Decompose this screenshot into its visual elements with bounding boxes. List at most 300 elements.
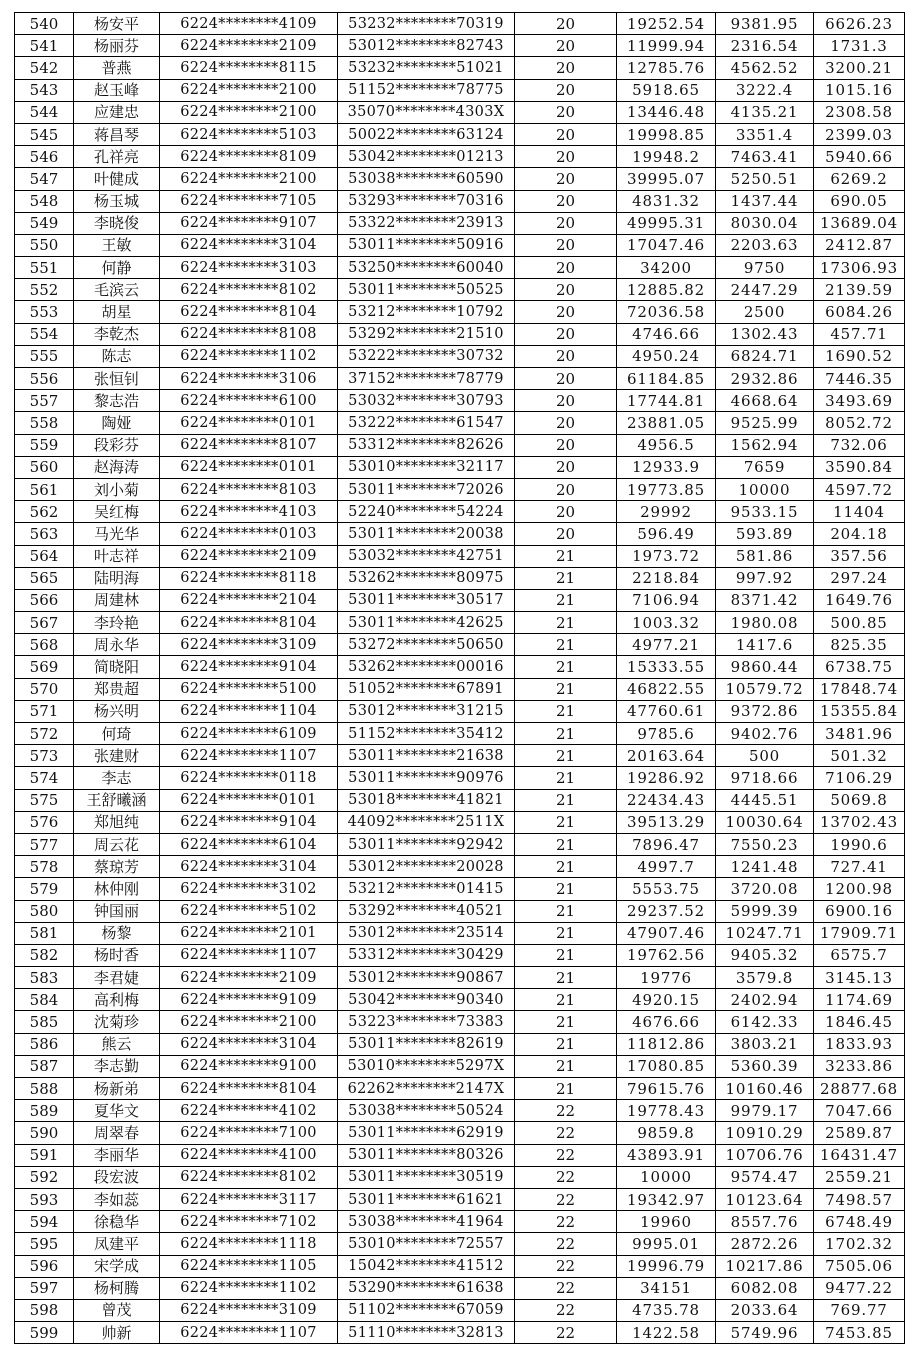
amount-cell-b: 2033.64 [716, 1299, 814, 1321]
bank-card-cell: 6224********2109 [160, 967, 338, 989]
row-number-cell: 546 [15, 146, 74, 168]
table-row [15, 1166, 905, 1188]
amount-cell-c: 4597.72 [814, 478, 905, 500]
group-cell: 21 [515, 567, 617, 589]
id-number-cell: 53222********61547 [338, 412, 515, 434]
id-number-cell: 44092********2511X [338, 811, 515, 833]
amount-cell-a: 12933.9 [617, 456, 716, 478]
amount-cell-c: 825.35 [814, 634, 905, 656]
amount-cell-a: 47760.61 [617, 700, 716, 722]
row-number-cell: 586 [15, 1033, 74, 1055]
amount-cell-b: 3579.8 [716, 967, 814, 989]
id-number-cell: 51052********67891 [338, 678, 515, 700]
table-row [15, 212, 905, 234]
name-cell: 李志勤 [74, 1055, 160, 1077]
group-cell: 20 [515, 390, 617, 412]
bank-card-cell: 6224********4102 [160, 1100, 338, 1122]
id-number-cell: 37152********78779 [338, 368, 515, 390]
amount-cell-c: 1990.6 [814, 833, 905, 855]
name-cell: 马光华 [74, 523, 160, 545]
row-number-cell: 593 [15, 1188, 74, 1210]
bank-card-cell: 6224********8104 [160, 612, 338, 634]
name-cell: 周永华 [74, 634, 160, 656]
amount-cell-b: 1417.6 [716, 634, 814, 656]
bank-card-cell: 6224********3103 [160, 257, 338, 279]
name-cell: 杨兴明 [74, 700, 160, 722]
name-cell: 普燕 [74, 57, 160, 79]
group-cell: 21 [515, 767, 617, 789]
amount-cell-b: 997.92 [716, 567, 814, 589]
row-number-cell: 587 [15, 1055, 74, 1077]
bank-card-cell: 6224********2101 [160, 922, 338, 944]
name-cell: 夏华文 [74, 1100, 160, 1122]
amount-cell-a: 5918.65 [617, 79, 716, 101]
bank-card-cell: 6224********2104 [160, 589, 338, 611]
name-cell: 毛滨云 [74, 279, 160, 301]
amount-cell-a: 72036.58 [617, 301, 716, 323]
group-cell: 21 [515, 811, 617, 833]
group-cell: 21 [515, 1011, 617, 1033]
amount-cell-c: 3233.86 [814, 1055, 905, 1077]
row-number-cell: 577 [15, 833, 74, 855]
id-number-cell: 51110********32813 [338, 1322, 515, 1344]
name-cell: 杨新弟 [74, 1078, 160, 1100]
bank-card-cell: 6224********6100 [160, 390, 338, 412]
amount-cell-c: 204.18 [814, 523, 905, 545]
name-cell: 郑贵超 [74, 678, 160, 700]
id-number-cell: 53011********72026 [338, 478, 515, 500]
row-number-cell: 556 [15, 368, 74, 390]
bank-card-cell: 6224********8108 [160, 323, 338, 345]
group-cell: 21 [515, 1078, 617, 1100]
table-row [15, 678, 905, 700]
id-number-cell: 53262********80975 [338, 567, 515, 589]
amount-cell-c: 1649.76 [814, 589, 905, 611]
table-row [15, 589, 905, 611]
name-cell: 吴红梅 [74, 501, 160, 523]
name-cell: 叶健成 [74, 168, 160, 190]
bank-card-cell: 6224********9104 [160, 656, 338, 678]
amount-cell-c: 1702.32 [814, 1233, 905, 1255]
name-cell: 赵海涛 [74, 456, 160, 478]
amount-cell-a: 4977.21 [617, 634, 716, 656]
table-row [15, 190, 905, 212]
amount-cell-c: 5069.8 [814, 789, 905, 811]
row-number-cell: 564 [15, 545, 74, 567]
name-cell: 帅新 [74, 1322, 160, 1344]
name-cell: 周建林 [74, 589, 160, 611]
amount-cell-c: 3481.96 [814, 723, 905, 745]
name-cell: 杨玉城 [74, 190, 160, 212]
amount-cell-c: 6748.49 [814, 1211, 905, 1233]
name-cell: 胡星 [74, 301, 160, 323]
bank-card-cell: 6224********7102 [160, 1211, 338, 1233]
row-number-cell: 570 [15, 678, 74, 700]
amount-cell-c: 1833.93 [814, 1033, 905, 1055]
amount-cell-a: 12885.82 [617, 279, 716, 301]
group-cell: 21 [515, 545, 617, 567]
id-number-cell: 53011********92942 [338, 833, 515, 855]
name-cell: 杨安平 [74, 13, 160, 35]
table-row [15, 1144, 905, 1166]
amount-cell-b: 593.89 [716, 523, 814, 545]
amount-cell-a: 12785.76 [617, 57, 716, 79]
amount-cell-c: 2412.87 [814, 234, 905, 256]
table-row [15, 789, 905, 811]
name-cell: 杨黎 [74, 922, 160, 944]
group-cell: 20 [515, 456, 617, 478]
bank-card-cell: 6224********8109 [160, 146, 338, 168]
amount-cell-c: 6084.26 [814, 301, 905, 323]
name-cell: 张建财 [74, 745, 160, 767]
table-row [15, 700, 905, 722]
row-number-cell: 565 [15, 567, 74, 589]
name-cell: 李乾杰 [74, 323, 160, 345]
id-number-cell: 53038********60590 [338, 168, 515, 190]
amount-cell-b: 1437.44 [716, 190, 814, 212]
bank-card-cell: 6224********0118 [160, 767, 338, 789]
amount-cell-a: 19776 [617, 967, 716, 989]
amount-cell-c: 9477.22 [814, 1277, 905, 1299]
amount-cell-b: 8557.76 [716, 1211, 814, 1233]
name-cell: 黎志浩 [74, 390, 160, 412]
bank-card-cell: 6224********2100 [160, 101, 338, 123]
row-number-cell: 573 [15, 745, 74, 767]
row-number-cell: 566 [15, 589, 74, 611]
name-cell: 周翠春 [74, 1122, 160, 1144]
bank-card-cell: 6224********3106 [160, 368, 338, 390]
row-number-cell: 581 [15, 922, 74, 944]
table-row [15, 345, 905, 367]
row-number-cell: 579 [15, 878, 74, 900]
table-row [15, 1322, 905, 1344]
group-cell: 22 [515, 1100, 617, 1122]
amount-cell-c: 8052.72 [814, 412, 905, 434]
group-cell: 21 [515, 656, 617, 678]
bank-card-cell: 6224********2100 [160, 1011, 338, 1033]
table-row [15, 1255, 905, 1277]
amount-cell-c: 727.41 [814, 856, 905, 878]
name-cell: 何静 [74, 257, 160, 279]
row-number-cell: 598 [15, 1299, 74, 1321]
amount-cell-a: 79615.76 [617, 1078, 716, 1100]
amount-cell-b: 9405.32 [716, 944, 814, 966]
amount-cell-b: 3222.4 [716, 79, 814, 101]
table-row [15, 523, 905, 545]
amount-cell-b: 9372.86 [716, 700, 814, 722]
amount-cell-a: 19286.92 [617, 767, 716, 789]
id-number-cell: 53010********72557 [338, 1233, 515, 1255]
amount-cell-c: 297.24 [814, 567, 905, 589]
bank-card-cell: 6224********2100 [160, 79, 338, 101]
row-number-cell: 540 [15, 13, 74, 35]
row-number-cell: 591 [15, 1144, 74, 1166]
amount-cell-c: 7047.66 [814, 1100, 905, 1122]
group-cell: 20 [515, 368, 617, 390]
amount-cell-c: 7446.35 [814, 368, 905, 390]
bank-card-cell: 6224********8107 [160, 434, 338, 456]
name-cell: 沈菊珍 [74, 1011, 160, 1033]
row-number-cell: 572 [15, 723, 74, 745]
row-number-cell: 567 [15, 612, 74, 634]
amount-cell-b: 7463.41 [716, 146, 814, 168]
row-number-cell: 554 [15, 323, 74, 345]
bank-card-cell: 6224********4109 [160, 13, 338, 35]
amount-cell-c: 6269.2 [814, 168, 905, 190]
group-cell: 22 [515, 1188, 617, 1210]
amount-cell-c: 769.77 [814, 1299, 905, 1321]
amount-cell-a: 1422.58 [617, 1322, 716, 1344]
amount-cell-b: 10030.64 [716, 811, 814, 833]
row-number-cell: 574 [15, 767, 74, 789]
bank-card-cell: 6224********0101 [160, 456, 338, 478]
amount-cell-b: 5749.96 [716, 1322, 814, 1344]
amount-cell-b: 2203.63 [716, 234, 814, 256]
id-number-cell: 53011********30519 [338, 1166, 515, 1188]
id-number-cell: 53012********90867 [338, 967, 515, 989]
row-number-cell: 542 [15, 57, 74, 79]
amount-cell-a: 19948.2 [617, 146, 716, 168]
table-row [15, 656, 905, 678]
table-row [15, 989, 905, 1011]
row-number-cell: 595 [15, 1233, 74, 1255]
table-row [15, 1078, 905, 1100]
amount-cell-a: 13446.48 [617, 101, 716, 123]
id-number-cell: 53312********82626 [338, 434, 515, 456]
roster-body [15, 13, 905, 1344]
group-cell: 22 [515, 1322, 617, 1344]
name-cell: 杨时香 [74, 944, 160, 966]
id-number-cell: 53011********30517 [338, 589, 515, 611]
name-cell: 简晓阳 [74, 656, 160, 678]
amount-cell-b: 10000 [716, 478, 814, 500]
amount-cell-b: 2316.54 [716, 35, 814, 57]
amount-cell-a: 4950.24 [617, 345, 716, 367]
name-cell: 孔祥亮 [74, 146, 160, 168]
table-row [15, 811, 905, 833]
amount-cell-a: 39513.29 [617, 811, 716, 833]
table-row [15, 35, 905, 57]
amount-cell-b: 4562.52 [716, 57, 814, 79]
amount-cell-b: 10579.72 [716, 678, 814, 700]
bank-card-cell: 6224********1102 [160, 345, 338, 367]
name-cell: 凤建平 [74, 1233, 160, 1255]
amount-cell-a: 19252.54 [617, 13, 716, 35]
group-cell: 21 [515, 856, 617, 878]
bank-card-cell: 6224********3102 [160, 878, 338, 900]
amount-cell-b: 2402.94 [716, 989, 814, 1011]
amount-cell-c: 732.06 [814, 434, 905, 456]
id-number-cell: 53042********90340 [338, 989, 515, 1011]
name-cell: 蒋昌琴 [74, 123, 160, 145]
id-number-cell: 53032********30793 [338, 390, 515, 412]
amount-cell-a: 4997.7 [617, 856, 716, 878]
group-cell: 21 [515, 700, 617, 722]
amount-cell-c: 3493.69 [814, 390, 905, 412]
amount-cell-a: 23881.05 [617, 412, 716, 434]
bank-card-cell: 6224********0103 [160, 523, 338, 545]
row-number-cell: 590 [15, 1122, 74, 1144]
group-cell: 22 [515, 1277, 617, 1299]
row-number-cell: 592 [15, 1166, 74, 1188]
bank-card-cell: 6224********9107 [160, 212, 338, 234]
amount-cell-c: 457.71 [814, 323, 905, 345]
name-cell: 郑旭纯 [74, 811, 160, 833]
bank-card-cell: 6224********2109 [160, 545, 338, 567]
amount-cell-c: 1846.45 [814, 1011, 905, 1033]
group-cell: 21 [515, 634, 617, 656]
row-number-cell: 558 [15, 412, 74, 434]
amount-cell-c: 13702.43 [814, 811, 905, 833]
group-cell: 21 [515, 723, 617, 745]
bank-card-cell: 6224********3117 [160, 1188, 338, 1210]
name-cell: 李志 [74, 767, 160, 789]
amount-cell-b: 2872.26 [716, 1233, 814, 1255]
amount-cell-c: 1174.69 [814, 989, 905, 1011]
bank-card-cell: 6224********0101 [160, 412, 338, 434]
amount-cell-b: 4668.64 [716, 390, 814, 412]
amount-cell-c: 2139.59 [814, 279, 905, 301]
amount-cell-a: 19998.85 [617, 123, 716, 145]
table-row [15, 745, 905, 767]
name-cell: 李君婕 [74, 967, 160, 989]
amount-cell-c: 690.05 [814, 190, 905, 212]
row-number-cell: 543 [15, 79, 74, 101]
row-number-cell: 580 [15, 900, 74, 922]
row-number-cell: 552 [15, 279, 74, 301]
amount-cell-c: 6626.23 [814, 13, 905, 35]
id-number-cell: 52240********54224 [338, 501, 515, 523]
id-number-cell: 53011********42625 [338, 612, 515, 634]
table-row [15, 1122, 905, 1144]
amount-cell-b: 9574.47 [716, 1166, 814, 1188]
group-cell: 21 [515, 967, 617, 989]
bank-card-cell: 6224********6104 [160, 833, 338, 855]
id-number-cell: 53232********70319 [338, 13, 515, 35]
amount-cell-b: 6824.71 [716, 345, 814, 367]
id-number-cell: 53011********80326 [338, 1144, 515, 1166]
amount-cell-c: 5940.66 [814, 146, 905, 168]
amount-cell-b: 5999.39 [716, 900, 814, 922]
amount-cell-a: 9859.8 [617, 1122, 716, 1144]
group-cell: 21 [515, 833, 617, 855]
amount-cell-a: 9995.01 [617, 1233, 716, 1255]
amount-cell-a: 39995.07 [617, 168, 716, 190]
amount-cell-b: 4135.21 [716, 101, 814, 123]
row-number-cell: 569 [15, 656, 74, 678]
table-row [15, 390, 905, 412]
amount-cell-c: 2559.21 [814, 1166, 905, 1188]
id-number-cell: 53262********00016 [338, 656, 515, 678]
name-cell: 段彩芬 [74, 434, 160, 456]
group-cell: 22 [515, 1299, 617, 1321]
amount-cell-b: 1302.43 [716, 323, 814, 345]
bank-card-cell: 6224********1105 [160, 1255, 338, 1277]
bank-card-cell: 6224********1107 [160, 1322, 338, 1344]
row-number-cell: 544 [15, 101, 74, 123]
bank-card-cell: 6224********9109 [160, 989, 338, 1011]
name-cell: 高利梅 [74, 989, 160, 1011]
roster-table [14, 12, 905, 1344]
row-number-cell: 561 [15, 478, 74, 500]
table-row [15, 434, 905, 456]
id-number-cell: 53322********23913 [338, 212, 515, 234]
table-row [15, 944, 905, 966]
table-row [15, 612, 905, 634]
id-number-cell: 53038********41964 [338, 1211, 515, 1233]
row-number-cell: 582 [15, 944, 74, 966]
amount-cell-b: 3720.08 [716, 878, 814, 900]
table-row [15, 567, 905, 589]
id-number-cell: 53290********61638 [338, 1277, 515, 1299]
amount-cell-b: 8371.42 [716, 589, 814, 611]
amount-cell-b: 3351.4 [716, 123, 814, 145]
name-cell: 应建忠 [74, 101, 160, 123]
id-number-cell: 51152********78775 [338, 79, 515, 101]
amount-cell-a: 4956.5 [617, 434, 716, 456]
amount-cell-a: 1973.72 [617, 545, 716, 567]
amount-cell-c: 17848.74 [814, 678, 905, 700]
amount-cell-a: 19762.56 [617, 944, 716, 966]
table-row [15, 1011, 905, 1033]
name-cell: 宋学成 [74, 1255, 160, 1277]
row-number-cell: 548 [15, 190, 74, 212]
row-number-cell: 549 [15, 212, 74, 234]
id-number-cell: 53222********30732 [338, 345, 515, 367]
row-number-cell: 588 [15, 1078, 74, 1100]
name-cell: 刘小菊 [74, 478, 160, 500]
amount-cell-c: 6575.7 [814, 944, 905, 966]
row-number-cell: 551 [15, 257, 74, 279]
group-cell: 21 [515, 612, 617, 634]
table-row [15, 1100, 905, 1122]
row-number-cell: 571 [15, 700, 74, 722]
table-row [15, 1055, 905, 1077]
id-number-cell: 62262********2147X [338, 1078, 515, 1100]
bank-card-cell: 6224********1107 [160, 745, 338, 767]
id-number-cell: 53011********61621 [338, 1188, 515, 1210]
bank-card-cell: 6224********6109 [160, 723, 338, 745]
row-number-cell: 583 [15, 967, 74, 989]
amount-cell-b: 7659 [716, 456, 814, 478]
table-row [15, 323, 905, 345]
group-cell: 22 [515, 1122, 617, 1144]
bank-card-cell: 6224********8104 [160, 1078, 338, 1100]
bank-card-cell: 6224********1107 [160, 944, 338, 966]
amount-cell-c: 500.85 [814, 612, 905, 634]
bank-card-cell: 6224********3109 [160, 1299, 338, 1321]
amount-cell-b: 9525.99 [716, 412, 814, 434]
name-cell: 蔡琼芳 [74, 856, 160, 878]
name-cell: 杨柯腾 [74, 1277, 160, 1299]
id-number-cell: 53011********21638 [338, 745, 515, 767]
name-cell: 陶娅 [74, 412, 160, 434]
row-number-cell: 562 [15, 501, 74, 523]
bank-card-cell: 6224********3104 [160, 1033, 338, 1055]
row-number-cell: 555 [15, 345, 74, 367]
amount-cell-b: 3803.21 [716, 1033, 814, 1055]
group-cell: 20 [515, 212, 617, 234]
amount-cell-c: 13689.04 [814, 212, 905, 234]
bank-card-cell: 6224********8102 [160, 1166, 338, 1188]
bank-card-cell: 6224********3104 [160, 856, 338, 878]
amount-cell-c: 16431.47 [814, 1144, 905, 1166]
amount-cell-a: 20163.64 [617, 745, 716, 767]
id-number-cell: 53012********20028 [338, 856, 515, 878]
amount-cell-c: 2589.87 [814, 1122, 905, 1144]
name-cell: 赵玉峰 [74, 79, 160, 101]
table-row [15, 257, 905, 279]
